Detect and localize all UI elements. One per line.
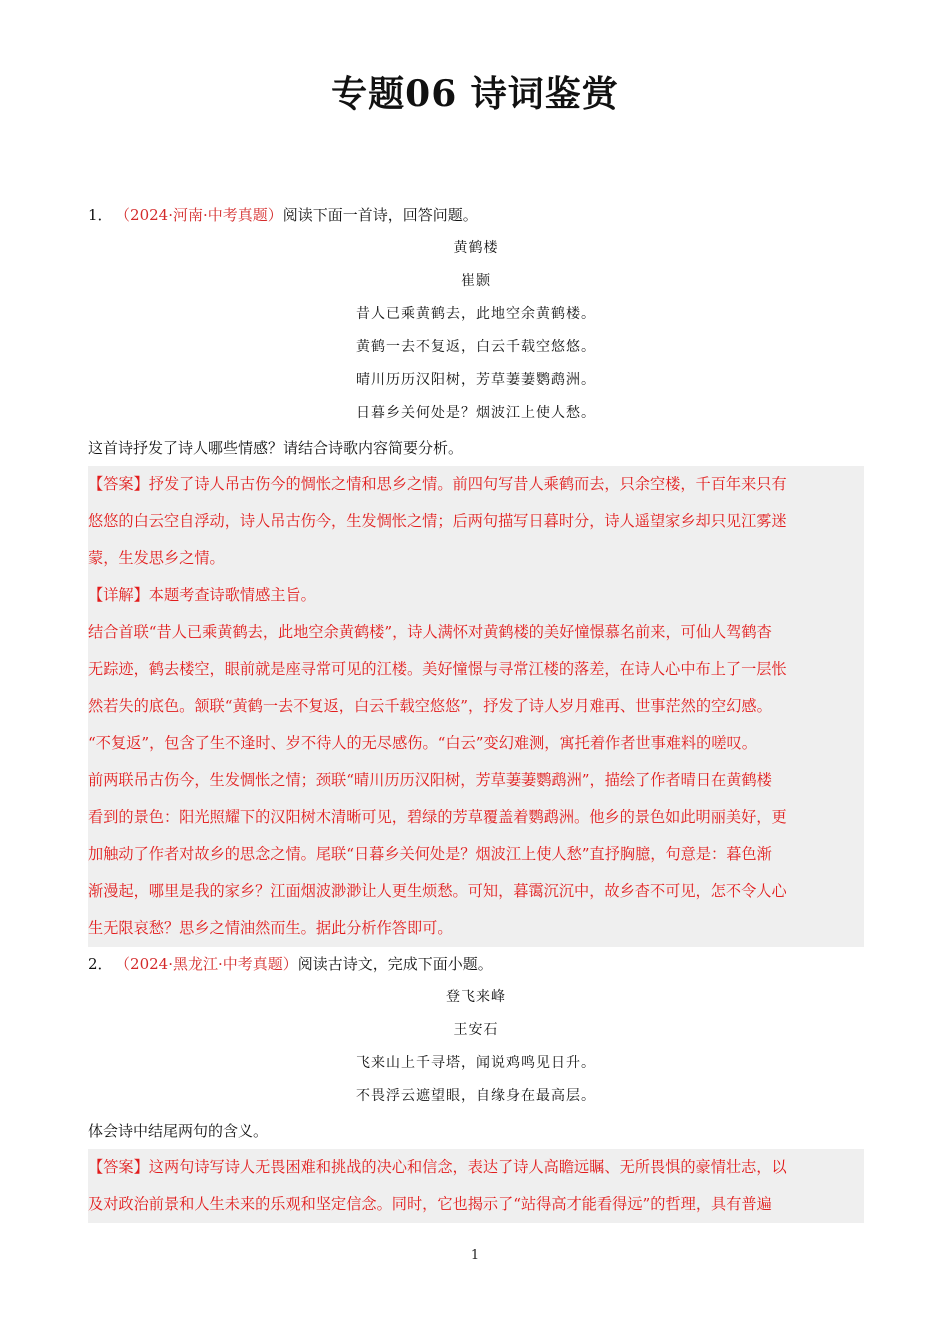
analysis-line: 前两联吊古伤今，生发惆怅之情；颈联“晴川历历汉阳树，芳草萋萋鹦鹉洲”，描绘了作者晴日在黄鹤楼 (88, 771, 772, 789)
answer-block (88, 466, 864, 947)
question-prompt: 阅读下面一首诗，回答问题。 (282, 206, 478, 224)
analysis-line: 结合首联“昔人已乘黄鹤去，此地空余黄鹤楼”，诗人满怀对黄鹤楼的美好憧憬慕名前来，可仙人驾鹤杳 (88, 623, 772, 641)
question-number: 1． (88, 206, 113, 224)
poem-line: 昔人已乘黄鹤去，此地空余黄鹤楼。 (356, 306, 596, 322)
poem-line: 黄鹤一去不复返，白云千载空悠悠。 (356, 339, 596, 355)
question-text: 这首诗抒发了诗人哪些情感？请结合诗歌内容简要分析。 (88, 439, 464, 457)
poem-line: 晴川历历汉阳树，芳草萋萋鹦鹉洲。 (356, 372, 596, 388)
question-text: 体会诗中结尾两句的含义。 (88, 1122, 269, 1140)
poem-author: 王安石 (453, 1022, 499, 1038)
analysis-line: 【详解】本题考查诗歌情感主旨。 (88, 586, 316, 604)
analysis-line: 渐漫起，哪里是我的家乡？江面烟波渺渺让人更生烦愁。可知，暮霭沉沉中，故乡杳不可见，怎不令人心 (88, 882, 787, 900)
question-1-header (88, 198, 864, 232)
analysis-line: 无踪迹，鹤去楼空，眼前就是座寻常可见的江楼。美好憧憬与寻常江楼的落差，在诗人心中布上了一层怅 (88, 660, 787, 678)
answer-line: 悠悠的白云空自浮动，诗人吊古伤今，生发惆怅之情；后两句描写日暮时分，诗人遥望家乡却只见江雾迷 (88, 512, 787, 530)
document-body (88, 198, 864, 1223)
page-title: 专题06 诗词鉴赏 (331, 73, 619, 115)
poem-author: 崔颢 (461, 273, 491, 289)
analysis-line: 生无限哀愁？思乡之情油然而生。据此分析作答即可。 (88, 919, 453, 937)
analysis-line: 看到的景色：阳光照耀下的汉阳树木清晰可见，碧绿的芳草覆盖着鹦鹉洲。他乡的景色如此明丽美好，更 (88, 808, 787, 826)
question-source: （2024·河南·中考真题） (122, 206, 283, 224)
poem-1 (88, 232, 864, 430)
poem-line: 日暮乡关何处是？烟波江上使人愁。 (356, 405, 596, 421)
answer-line: 【答案】抒发了诗人吊古伤今的惆怅之情和思乡之情。前四句写昔人乘鹤而去，只余空楼，千百年来只有 (88, 475, 787, 493)
page-number: 1 (470, 1248, 480, 1263)
poem-title: 黄鹤楼 (453, 240, 499, 256)
poem-line: 飞来山上千寻塔，闻说鸡鸣见日升。 (356, 1055, 596, 1071)
question-prompt: 阅读古诗文，完成下面小题。 (297, 955, 493, 973)
answer-block (88, 1149, 864, 1223)
question-2-header (88, 947, 864, 981)
poem-2 (88, 981, 864, 1113)
question-source: （2024·黑龙江·中考真题） (122, 955, 298, 973)
poem-line: 不畏浮云遮望眼，自缘身在最高层。 (356, 1088, 596, 1104)
question-number: 2． (88, 955, 113, 973)
answer-line: 及对政治前景和人生未来的乐观和坚定信念。同时，它也揭示了“站得高才能看得远”的哲理，具有普遍 (88, 1195, 772, 1213)
analysis-line: “不复返”，包含了生不逢时、岁不待人的无尽感伤。“白云”变幻难测，寓托着作者世事难料的嗟叹。 (88, 734, 757, 752)
analysis-line: 加触动了作者对故乡的思念之情。尾联“日暮乡关何处是？烟波江上使人愁”直抒胸臆，句意是：暮色渐 (88, 845, 772, 863)
analysis-line: 然若失的底色。颔联“黄鹤一去不复返，白云千载空悠悠”，抒发了诗人岁月难再、世事茫然的空幻感。 (88, 697, 772, 715)
answer-line: 蒙，生发思乡之情。 (88, 549, 225, 567)
answer-line: 【答案】这两句诗写诗人无畏困难和挑战的决心和信念，表达了诗人高瞻远瞩、无所畏惧的豪情壮志，以 (88, 1158, 787, 1176)
poem-title: 登飞来峰 (446, 989, 506, 1005)
